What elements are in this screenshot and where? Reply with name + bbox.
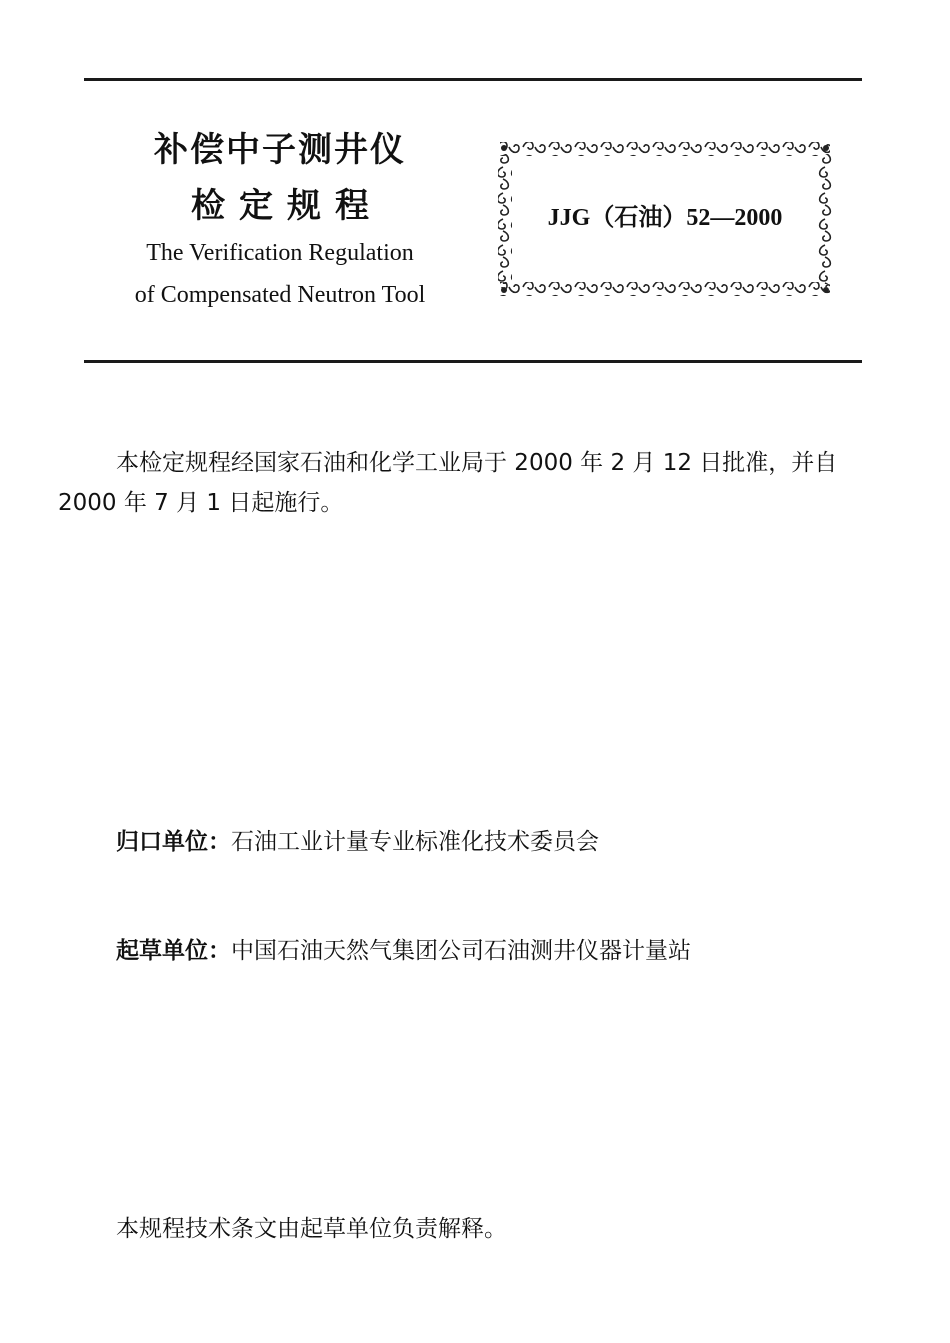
standard-code: JJG（石油）52—2000 bbox=[547, 205, 783, 231]
title-english-line-1: The Verification Regulation bbox=[146, 240, 414, 266]
drafting-unit-label: 起草单位： bbox=[116, 938, 231, 964]
approval-statement: 本检定规程经国家石油和化学工业局于 2000 年 2 月 12 日批准，并自 2000 年 7 月 1 日起施行。 bbox=[58, 450, 838, 516]
top-rule bbox=[84, 78, 862, 81]
title-chinese-line-2: 检定规程 bbox=[191, 186, 383, 226]
centralized-unit-line bbox=[116, 826, 599, 858]
drafting-unit-value: 中国石油天然气集团公司石油测井仪器计量站 bbox=[231, 938, 691, 964]
title-chinese-line-1: 补偿中子测井仪 bbox=[154, 130, 406, 170]
title-block bbox=[96, 128, 464, 316]
centralized-unit-value: 石油工业计量专业标准化技术委员会 bbox=[231, 829, 599, 855]
centralized-unit-label: 归口单位： bbox=[116, 829, 231, 855]
title-english-line-2: of Compensated Neutron Tool bbox=[134, 282, 426, 308]
interpretation-note: 本规程技术条文由起草单位负责解释。 bbox=[116, 1216, 507, 1242]
bottom-rule bbox=[84, 360, 862, 363]
standard-code-box bbox=[496, 140, 834, 298]
drafting-unit-line bbox=[116, 935, 691, 967]
